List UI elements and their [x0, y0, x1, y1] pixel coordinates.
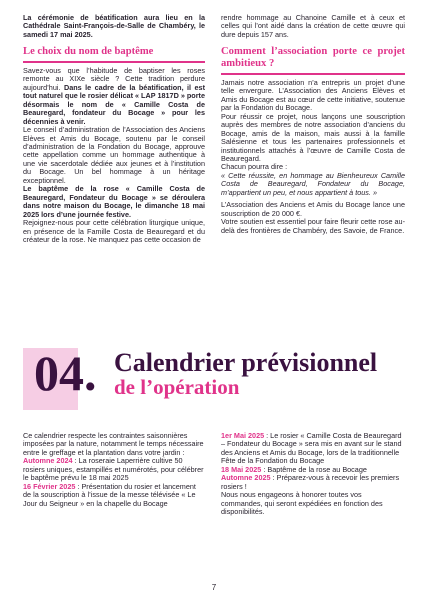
paragraph: Savez-vous que l’habitude de baptiser les roses remonte au XIXe siècle ? Cette tradition perdure aujourd’hui. Dans le cadre de la béatification, il est tout naturel que le rosier délicat « LAP 1817D » porte désormais le nom de « Camille Costa de Beauregard, fondateur du Bocage » pour les décennies à venir.: [23, 65, 206, 126]
heading-underline: [23, 61, 205, 63]
page-number: 7: [211, 583, 217, 592]
section-subtitle: de l’opération: [114, 375, 240, 399]
calendar-entry: Automne 2024 : La roseraie Laperrière cultive 50 rosiers uniques, estampillés et numérotés, pour célébrer le baptême prévu le 18 mai 2025: [23, 456, 204, 483]
calendar-entry: 18 Mai 2025 : Baptême de la rose au Bocage: [221, 464, 367, 474]
calendar-entry: 1er Mai 2025 : Le rosier « Camille Costa de Beauregard – Fondateur du Bocage » sera mis en avant sur le stand des Anciens et Amis du Bocage, lors de la traditionnelle Fête de la Fondation du Bocage: [221, 431, 402, 466]
paragraph: Pour réussir ce projet, nous lançons une souscription auprès des membres de notre association d’anciens du Bocage, amis de la maison, mais aussi à la famille Salésienne et tous les partenaires professionnels et institutionnels attachés à l’œuvre de Camille Costa de Beauregard.: [221, 111, 405, 164]
calendar-entry: 16 Février 2025 : Présentation du rosier et lancement de la souscription à l’issue de la messe télévisée « Le Jour du Seigneur » en la chapelle du Bocage: [23, 481, 196, 508]
paragraph: rendre hommage au Chanoine Camille et à ceux et celles qui l’ont aidé dans la création de cette œuvre qui dure depuis 157 ans.: [221, 13, 405, 39]
heading-association: Comment l’association porte ce projet ambitieux ?: [221, 46, 405, 70]
quote: « Cette réussite, en hommage au Bienheureux Camille Costa de Beauregard, Fondateur du Bocage, m’appartient un peu, et nous appartient à tous. »: [221, 170, 405, 197]
paragraph: L’Association des Anciens et Amis du Bocage lance une souscription de 20 000 €.: [221, 200, 405, 218]
section-number: 04.: [34, 345, 97, 401]
calendar-entry: Automne 2025 : Préparez-vous à recevoir les premiers rosiers !: [221, 473, 400, 491]
paragraph: Le baptême de la rose « Camille Costa de Beauregard, Fondateur du Bocage » se déroulera dans notre maison du Bocage, le dimanche 18 mai 2025 lors d’une journée festive.: [23, 184, 205, 219]
calendar-intro: Ce calendrier respecte les contraintes saisonnières imposées par la nature, notamment le temps nécessaire entre le greffage et la plantation dans votre jardin :: [23, 431, 204, 457]
section-title: Calendrier prévisionnel: [114, 348, 378, 377]
paragraph: Rejoignez-nous pour cette célébration liturgique unique, en présence de la Famille Costa de Beauregard et du créateur de la rose. Ne manquez pas cette occasion de: [23, 218, 205, 245]
heading-underline: [221, 73, 405, 75]
paragraph: Le conseil d’administration de l’Association des Anciens Elèves et Amis du Bocage, soutenu par le conseil d’administration de la Fondation du Bocage, approuve cette appellation comme un hommage authentique à une vie sacerdotale dédiée aux jeunes et à l’institution du Bocage. Un bel hommage à un héritage exceptionnel.: [23, 125, 205, 185]
heading-choix-nom: Le choix du nom de baptême: [23, 46, 154, 58]
calendar-right-column: [221, 432, 403, 517]
paragraph: Chacun pourra dire :: [221, 162, 288, 172]
paragraph: Jamais notre association n’a entrepris un projet d’une telle envergure. L’Association des Anciens Elèves et Amis du Bocage est au cœur de cette initiative, soutenue par la Fondation du Bocage.: [221, 77, 405, 113]
left-column: [23, 14, 205, 244]
calendar-note: Nous nous engageons à honorer toutes vos commandes, qui seront expédiées en fonction des disponibilités.: [221, 490, 383, 517]
intro-paragraph: La cérémonie de béatification aura lieu en la Cathédrale Saint-François-de-Salle de Chambéry, le samedi 17 mai 2025.: [23, 13, 205, 39]
calendar-left-column: [23, 432, 204, 508]
right-column: [221, 14, 405, 235]
paragraph: Votre soutien est essentiel pour faire fleurir cette rose au-delà des frontières de Chambéry, des Savoie, de France.: [221, 217, 405, 235]
